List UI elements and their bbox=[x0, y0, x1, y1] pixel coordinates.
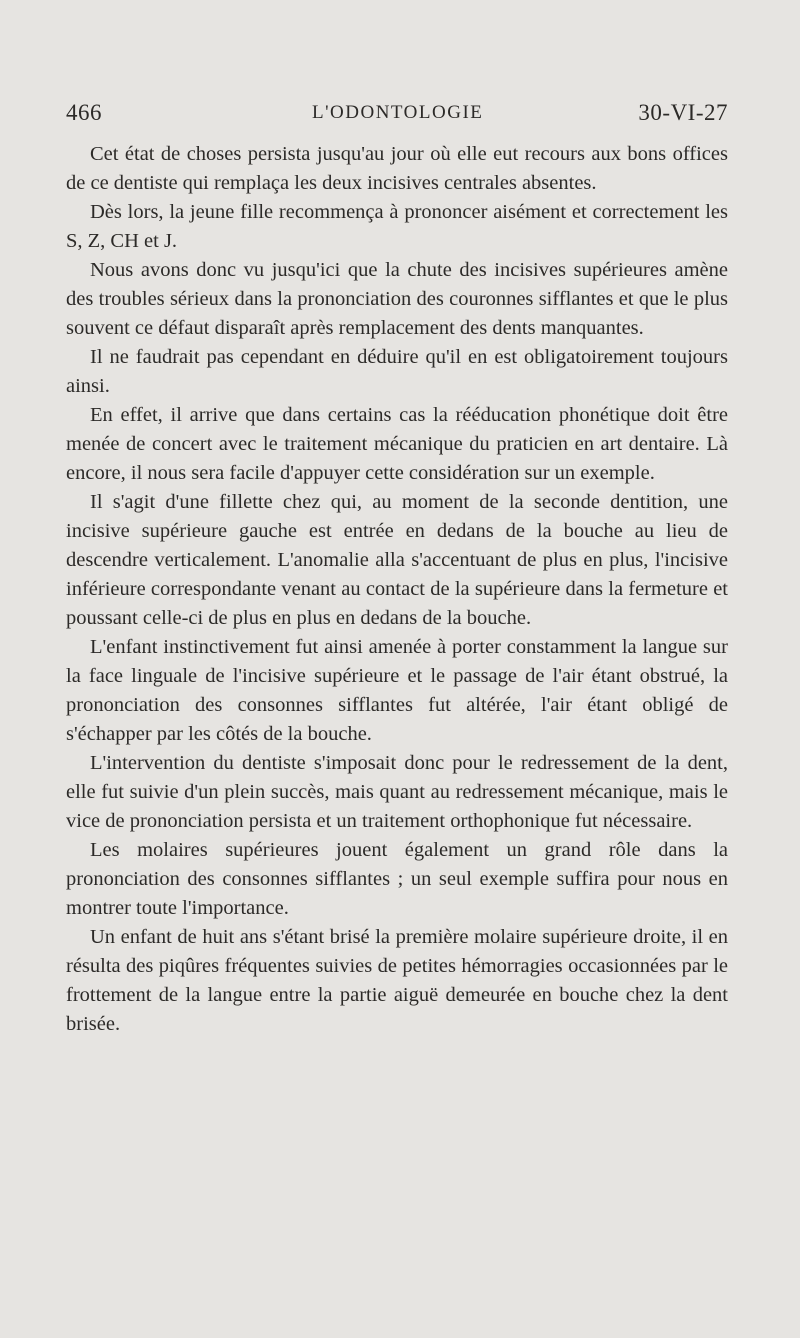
paragraph: Dès lors, la jeune fille recommença à prononcer aisément et correctement les S, Z, CH et J. bbox=[66, 201, 728, 252]
paragraph: L'enfant instinctivement fut ainsi amenée à porter constamment la langue sur la face linguale de l'incisive supérieure et le passage de l'air étant obstrué, la prononciation des consonnes sifflantes fut altérée, l'air étant obligé de s'échapper par les côtés de la bouche. bbox=[66, 636, 728, 745]
paragraph: Un enfant de huit ans s'étant brisé la première molaire supérieure droite, il en résulta des piqûres fréquentes suivies de petites hémorragies occasionnées par le frottement de la langue entre la partie aiguë demeurée en bouche chez la dent brisée. bbox=[66, 926, 728, 1035]
paragraph: Nous avons donc vu jusqu'ici que la chute des incisives supérieures amène des troubles sérieux dans la prononciation des couronnes sifflantes et que le plus souvent ce défaut disparaît après remplacement des dents manquantes. bbox=[66, 259, 728, 339]
paragraph: Cet état de choses persista jusqu'au jour où elle eut recours aux bons offices de ce dentiste qui remplaça les deux incisives centrales absentes. bbox=[66, 143, 728, 194]
paragraph: En effet, il arrive que dans certains cas la rééducation phonétique doit être menée de concert avec le traitement mécanique du praticien en art dentaire. Là encore, il nous sera facile d'appuyer cette considération sur un exemple. bbox=[66, 404, 728, 484]
issue-date: 30-VI-27 bbox=[638, 100, 728, 125]
running-head bbox=[66, 100, 728, 130]
paragraph: L'intervention du dentiste s'imposait donc pour le redressement de la dent, elle fut suivie d'un plein succès, mais quant au redressement mécanique, mais le vice de prononciation persista et un traitement orthophonique fut nécessaire. bbox=[66, 752, 728, 832]
paragraph: Les molaires supérieures jouent également un grand rôle dans la prononciation des consonnes sifflantes ; un seul exemple suffira pour nous en montrer toute l'importance. bbox=[66, 839, 728, 919]
page-number: 466 bbox=[66, 100, 102, 125]
journal-title: L'ODONTOLOGIE bbox=[312, 102, 484, 123]
paragraph: Il ne faudrait pas cependant en déduire qu'il en est obligatoirement toujours ainsi. bbox=[66, 346, 728, 397]
body-text bbox=[66, 140, 728, 1039]
paragraph: Il s'agit d'une fillette chez qui, au moment de la seconde dentition, une incisive supérieure gauche est entrée en dedans de la bouche au lieu de descendre verticalement. L'anomalie alla s'accentuant de plus en plus, l'incisive inférieure correspondante venant au contact de la supérieure dans la fermeture et poussant celle-ci de plus en plus en dedans de la bouche. bbox=[66, 491, 728, 629]
